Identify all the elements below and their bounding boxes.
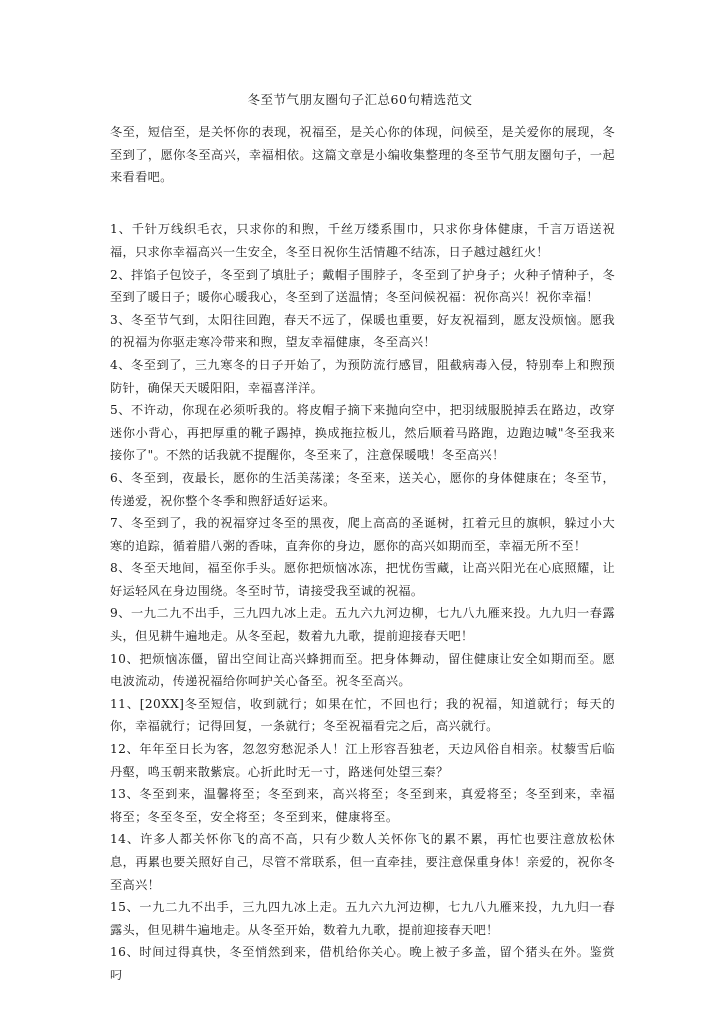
list-item: 16、时间过得真快，冬至悄然到来，借机给你关心。晚上被子多盖，留个猪头在外。鉴赏叼 <box>110 945 615 982</box>
list-item: 14、许多人都关怀你飞的高不高，只有少数人关怀你飞的累不累，再忙也要注意放松休息，再累也要关照好自己，尽管不常联系，但一直牵挂，要注意保重身体！亲爱的，祝你冬至高兴！ <box>110 832 615 892</box>
list-item: 13、冬至到来，温馨将至；冬至到来，高兴将至；冬至到来，真爱将至；冬至到来，幸福将至；冬至冬至，安全将至；冬至到来，健康将至。 <box>110 787 615 824</box>
list-item: 11、[20XX]冬至短信，收到就行；如果在忙，不回也行；我的祝福，知道就行；每天的你，幸福就行；记得回复，一条就行；冬至祝福看完之后，高兴就行。 <box>110 696 615 734</box>
list-item: 12、年年至日长为客，忽忽穷愁泥杀人！江上形容吾独老，天边风俗自相亲。杖藜雪后临丹壑，鸣玉朝来散紫宸。心折此时无一寸，路迷何处望三秦？ <box>110 742 615 779</box>
paragraph-spacer <box>110 211 615 218</box>
list-item: 3、冬至节气到，太阳往回跑，春天不远了，保暖也重要，好友祝福到，愿友没烦恼。愿我的祝福为你驱走寒冷带来和煦，望友幸福健康，冬至高兴！ <box>110 312 615 350</box>
list-item: 15、一九二九不出手，三九四九冰上走。五九六九河边柳，七九八九雁来投，九九归一春露头，但见耕牛遍地走。从冬至开始，数着九九歌，提前迎接春天吧！ <box>110 900 615 937</box>
list-item: 6、冬至到，夜最长，愿你的生活美荡漾；冬至来，送关心，愿你的身体健康在；冬至节，传递爱，祝你整个冬季和煦舒适好运来。 <box>110 470 615 508</box>
list-item: 10、把烦恼冻僵，留出空间让高兴蜂拥而至。把身体舞动，留住健康让安全如期而至。愿电波流动，传递祝福给你呵护关心备至。祝冬至高兴。 <box>110 651 615 689</box>
page-title: 冬至节气朋友圈句子汇总60句精选范文 <box>247 92 473 107</box>
list-item: 7、冬至到了，我的祝福穿过冬至的黑夜，爬上高高的圣诞树，扛着元旦的旗帜，躲过小大寒的追踪，循着腊八粥的香味，直奔你的身边，愿你的高兴如期而至，幸福无所不至！ <box>110 516 615 553</box>
list-item: 5、不许动，你现在必须听我的。将皮帽子摘下来抛向空中，把羽绒服脱掉丢在路边，改穿迷你小背心，再把厚重的靴子踢掉，换成拖拉板儿，然后顺着马路跑，边跑边喊"冬至我来接你了"。不然的话我就不提醒你，冬至来了，注意保暖哦！冬至高兴！ <box>110 403 615 463</box>
list-item: 4、冬至到了，三九寒冬的日子开始了，为预防流行感冒，阻截病毒入侵，特别奉上和煦预防针，确保天天暖阳阳，幸福喜洋洋。 <box>110 357 615 395</box>
document-body <box>110 121 615 987</box>
list-item: 2、拌馅子包饺子，冬至到了填肚子；戴帽子围脖子，冬至到了护身子；火种子情种子，冬至到了暖日子；暖你心暖我心，冬至到了送温情；冬至问候祝福：祝你高兴！祝你幸福！ <box>110 267 615 305</box>
list-item: 1、千针万线织毛衣，只求你的和煦，千丝万缕系围巾，只求你身体健康，千言万语送祝福，只求你幸福高兴一生安全，冬至日祝你生活情趣不结冻，日子越过越红火！ <box>110 222 615 259</box>
list-item: 9、一九二九不出手，三九四九冰上走。五九六九河边柳，七九八九雁来投。九九归一春露头，但见耕牛遍地走。从冬至起，数着九九歌，提前迎接春天吧！ <box>110 606 615 644</box>
list-item: 8、冬至天地间，福至你手头。愿你把烦恼冰冻，把忧伤雪藏，让高兴阳光在心底照耀，让好运轻风在身边围绕。冬至时节，请接受我至诚的祝福。 <box>110 561 615 598</box>
intro-paragraph: 冬至，短信至，是关怀你的表现，祝福至，是关心你的体现，问候至，是关爱你的展现，冬至到了，愿你冬至高兴，幸福相依。这篇文章是小编收集整理的冬至节气朋友圈句子，一起来看看吧。 <box>110 125 615 185</box>
